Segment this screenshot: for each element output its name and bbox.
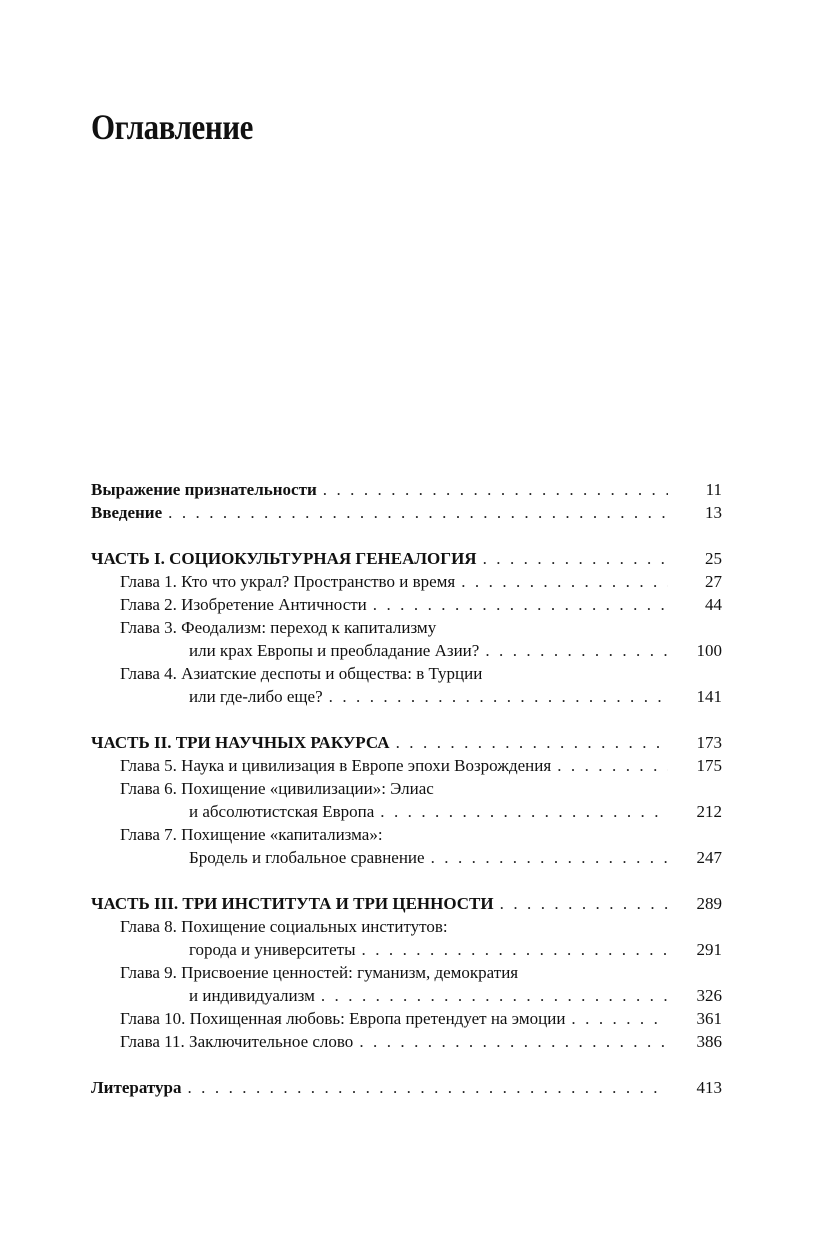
toc-chapter-label: Глава 1. Кто что украл? Пространство и время — [120, 572, 456, 591]
dot-leader — [359, 1030, 668, 1053]
toc-entry-label: Литература — [91, 1078, 182, 1097]
dot-leader — [168, 501, 668, 524]
toc-chapter-7-line-1[interactable] — [91, 823, 722, 846]
toc-chapter-2[interactable] — [91, 593, 722, 616]
toc-page-number: 141 — [696, 687, 722, 706]
toc-page-number: 212 — [696, 802, 722, 821]
dot-leader — [373, 593, 668, 616]
dot-leader — [187, 1076, 668, 1099]
toc-chapter-label: Глава 4. Азиатские деспоты и общества: в Турции — [120, 664, 483, 683]
toc-chapter-4-line-2[interactable] — [91, 685, 722, 708]
toc-chapter-label-continued: или крах Европы и преобладание Азии? — [189, 641, 480, 660]
toc-part-label: ЧАСТЬ II. ТРИ НАУЧНЫХ РАКУРСА — [91, 733, 390, 752]
toc-page-number: 291 — [696, 940, 722, 959]
dot-leader — [431, 846, 668, 869]
toc-chapter-label-continued: и индивидуализм — [189, 986, 315, 1005]
toc-page-number: 413 — [696, 1078, 722, 1097]
toc-chapter-label: Глава 8. Похищение социальных институтов: — [120, 917, 448, 936]
toc-page-number: 326 — [696, 986, 722, 1005]
toc-chapter-label: Глава 6. Похищение «цивилизации»: Элиас — [120, 779, 434, 798]
dot-leader — [483, 547, 668, 570]
dot-leader — [500, 892, 668, 915]
toc-chapter-label: Глава 10. Похищенная любовь: Европа претендует на эмоции — [120, 1009, 566, 1028]
dot-leader — [557, 754, 668, 777]
dot-leader — [321, 984, 668, 1007]
table-of-contents — [91, 478, 722, 1099]
dot-leader — [485, 639, 668, 662]
toc-page-number: 361 — [696, 1009, 722, 1028]
toc-entry-acknowledgements[interactable] — [91, 478, 722, 501]
toc-page-number: 247 — [696, 848, 722, 867]
toc-chapter-label: Глава 9. Присвоение ценностей: гуманизм, демократия — [120, 963, 519, 982]
toc-part-2[interactable] — [91, 731, 722, 754]
dot-leader — [323, 478, 668, 501]
toc-chapter-3-line-2[interactable] — [91, 639, 722, 662]
toc-page-number: 289 — [696, 894, 722, 913]
toc-chapter-label: Глава 11. Заключительное слово — [120, 1032, 354, 1051]
toc-chapter-8-line-1[interactable] — [91, 915, 722, 938]
toc-page-number: 11 — [705, 480, 722, 499]
toc-part-label: ЧАСТЬ III. ТРИ ИНСТИТУТА И ТРИ ЦЕННОСТИ — [91, 894, 494, 913]
toc-entry-introduction[interactable] — [91, 501, 722, 524]
toc-chapter-label: Глава 3. Феодализм: переход к капитализму — [120, 618, 437, 637]
toc-chapter-5[interactable] — [91, 754, 722, 777]
toc-page-number: 27 — [705, 572, 722, 591]
toc-chapter-11[interactable] — [91, 1030, 722, 1053]
toc-entry-label: Выражение признательности — [91, 480, 317, 499]
dot-leader — [380, 800, 668, 823]
toc-chapter-9-line-2[interactable] — [91, 984, 722, 1007]
toc-page-number: 25 — [705, 549, 722, 568]
toc-chapter-label: Глава 5. Наука и цивилизация в Европе эпохи Возрождения — [120, 756, 552, 775]
toc-page-number: 100 — [696, 641, 722, 660]
dot-leader — [362, 938, 669, 961]
toc-page-number: 386 — [696, 1032, 722, 1051]
dot-leader — [396, 731, 668, 754]
toc-entry-literature[interactable] — [91, 1076, 722, 1099]
toc-chapter-7-line-2[interactable] — [91, 846, 722, 869]
dot-leader — [571, 1007, 668, 1030]
toc-chapter-10[interactable] — [91, 1007, 722, 1030]
toc-part-3[interactable] — [91, 892, 722, 915]
toc-part-1[interactable] — [91, 547, 722, 570]
toc-chapter-label-continued: Бродель и глобальное сравнение — [189, 848, 425, 867]
toc-chapter-1[interactable] — [91, 570, 722, 593]
toc-part-label: ЧАСТЬ I. СОЦИОКУЛЬТУРНАЯ ГЕНЕАЛОГИЯ — [91, 549, 477, 568]
toc-chapter-6-line-1[interactable] — [91, 777, 722, 800]
toc-chapter-label: Глава 7. Похищение «капитализма»: — [120, 825, 383, 844]
toc-page-number: 173 — [696, 733, 722, 752]
toc-chapter-4-line-1[interactable] — [91, 662, 722, 685]
toc-page-number: 13 — [705, 503, 722, 522]
toc-page-number: 175 — [696, 756, 722, 775]
dot-leader — [461, 570, 668, 593]
toc-chapter-6-line-2[interactable] — [91, 800, 722, 823]
dot-leader — [329, 685, 668, 708]
toc-chapter-9-line-1[interactable] — [91, 961, 722, 984]
toc-entry-label: Введение — [91, 503, 163, 522]
toc-page-number: 44 — [705, 595, 722, 614]
page-title: Оглавление — [91, 107, 253, 147]
toc-chapter-3-line-1[interactable] — [91, 616, 722, 639]
toc-chapter-label-continued: и абсолютистская Европа — [189, 802, 375, 821]
toc-chapter-label-continued: города и университеты — [189, 940, 356, 959]
toc-chapter-label: Глава 2. Изобретение Античности — [120, 595, 367, 614]
toc-chapter-label-continued: или где-либо еще? — [189, 687, 323, 706]
toc-chapter-8-line-2[interactable] — [91, 938, 722, 961]
